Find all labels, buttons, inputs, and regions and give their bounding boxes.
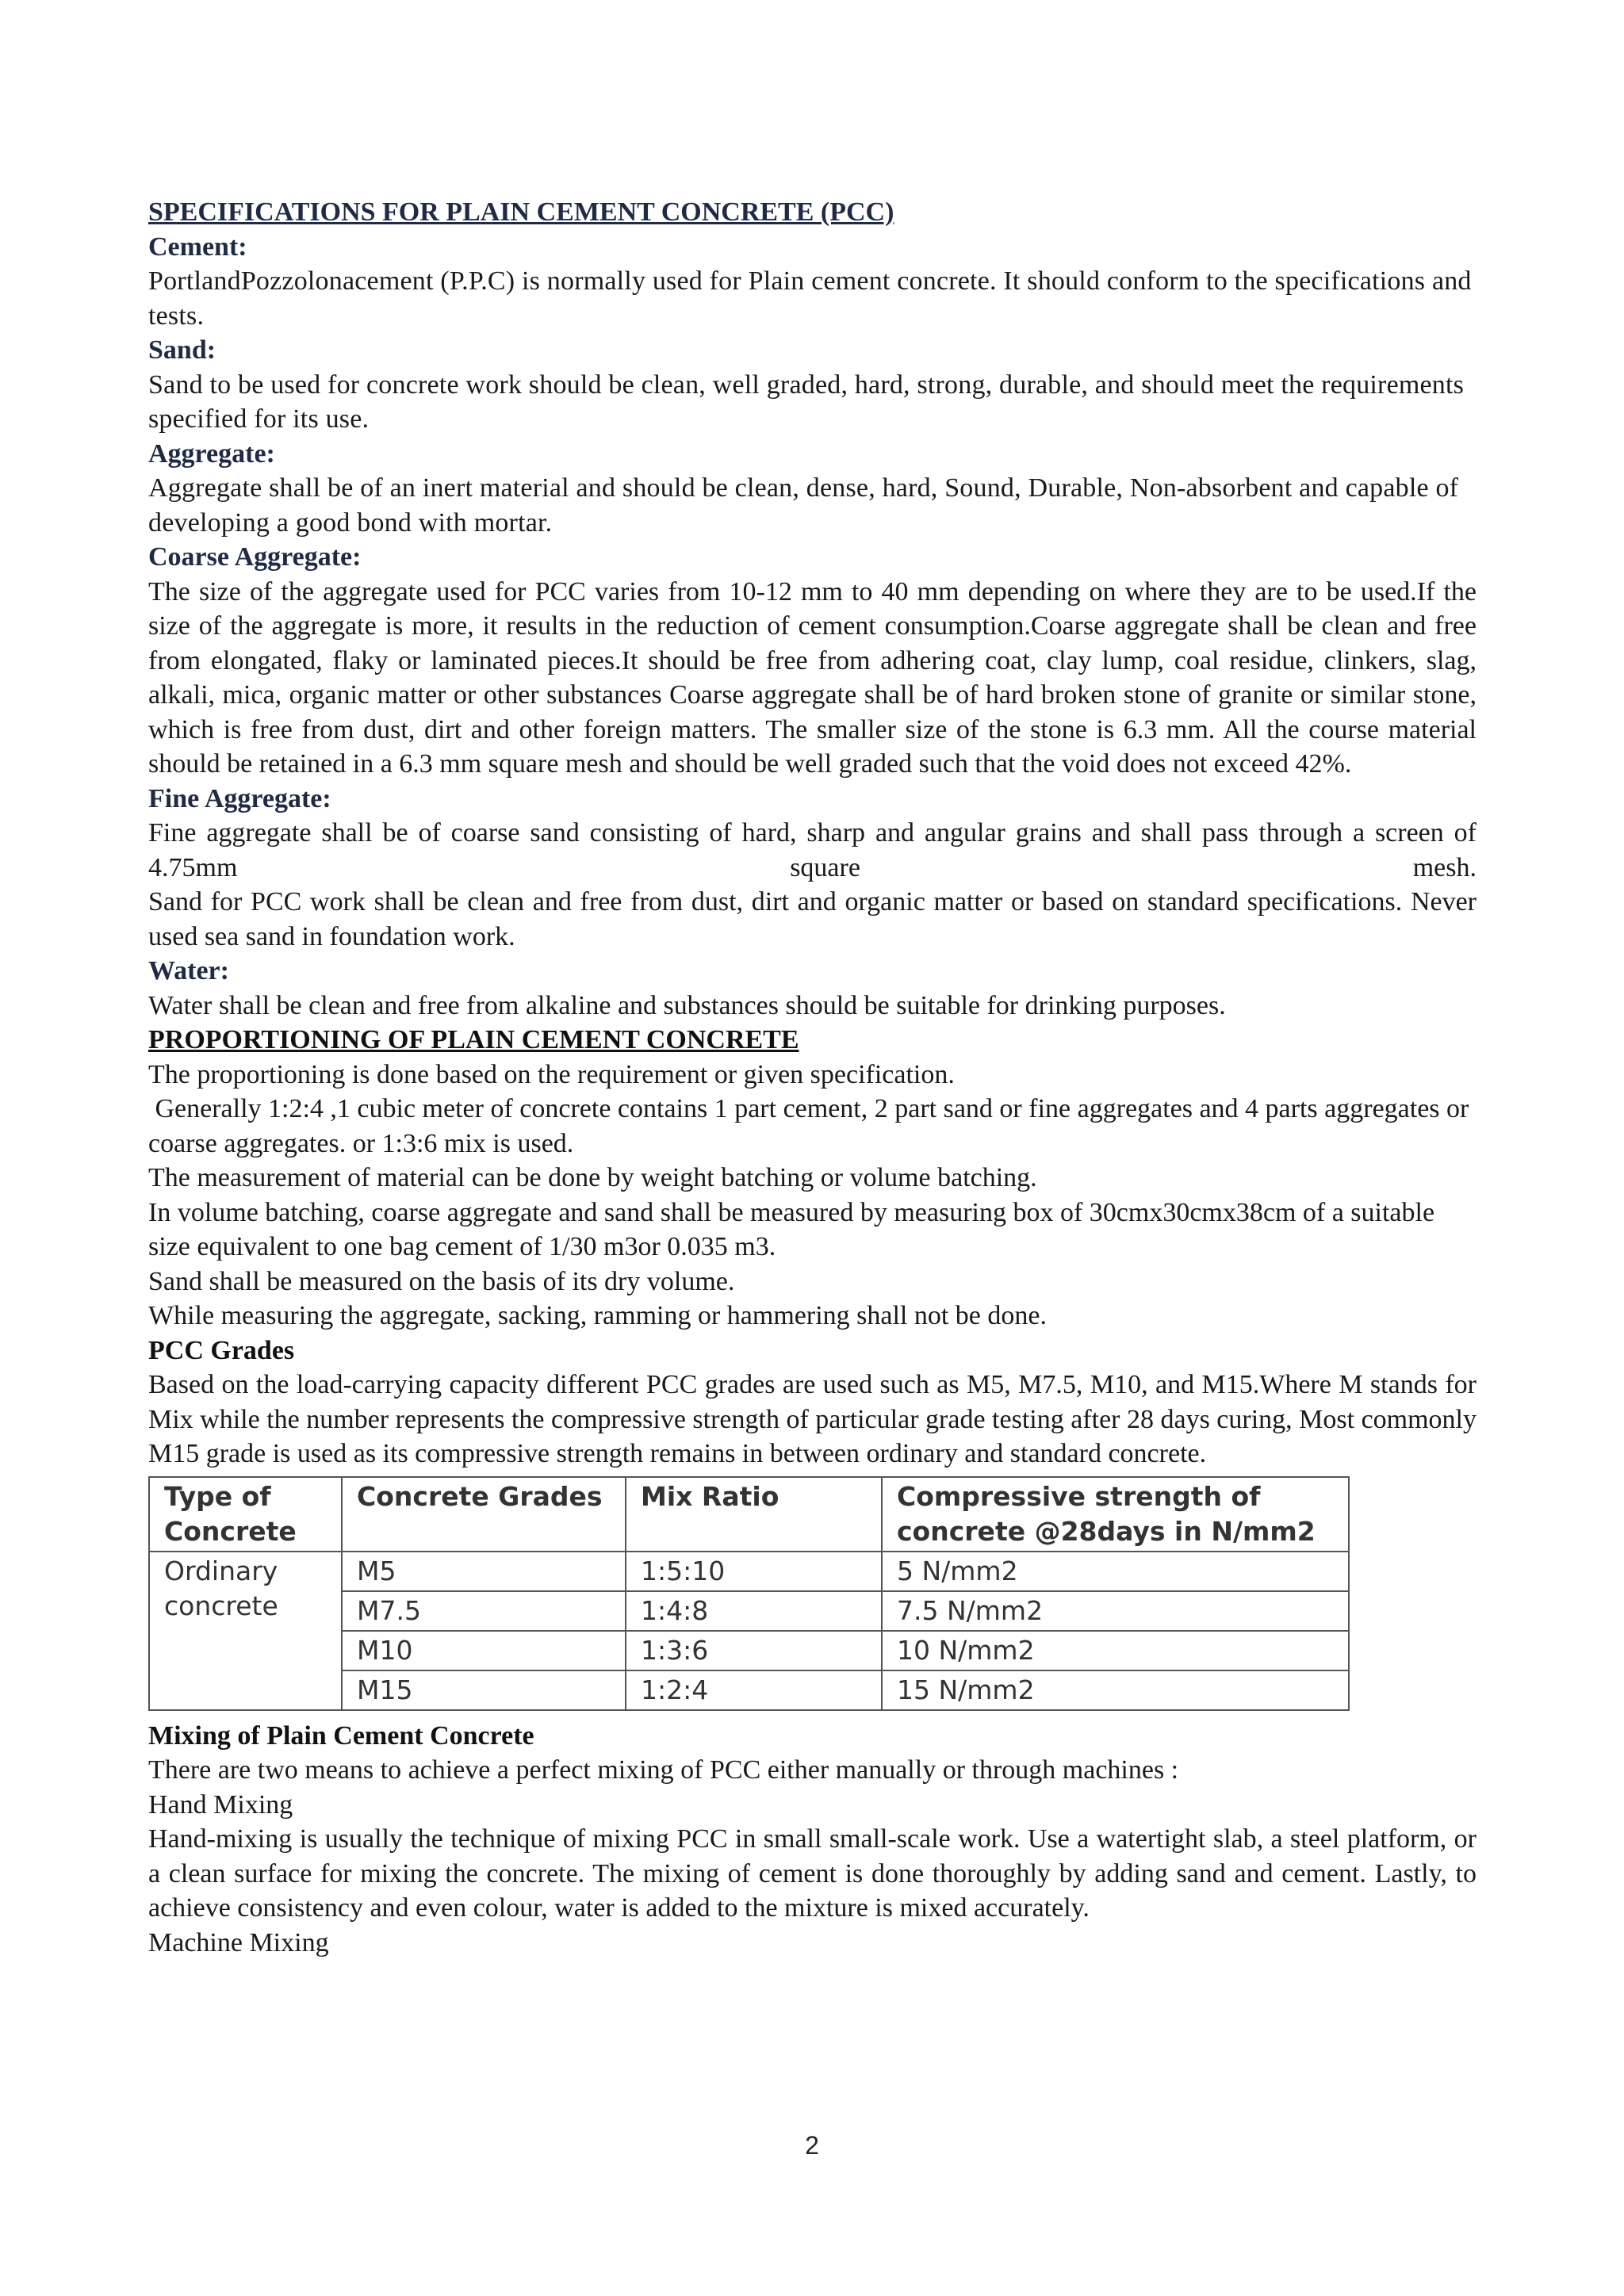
header-grade: Concrete Grades [342, 1477, 626, 1552]
water-heading: Water: [148, 956, 229, 985]
document-page [148, 195, 1477, 1960]
proportioning-line-5: Sand shall be measured on the basis of its dry volume. [148, 1266, 735, 1296]
cement-heading: Cement: [148, 232, 247, 262]
proportioning-line-6: While measuring the aggregate, sacking, ramming or hammering shall not be done. [148, 1301, 1047, 1330]
strength-cell: 5 N/mm2 [882, 1552, 1349, 1591]
hand-mixing-text: Hand-mixing is usually the technique of mixing PCC in small small-scale work. Use a watertight slab, a steel platform, or a clean surface for mixing the concrete. The mixing of cement is done thoroughly by adding sand and cement. Lastly, to achieve consistency and even colour, water is added to the mixture is mixed accurately. [148, 1824, 1477, 1923]
ratio-cell: 1:3:6 [626, 1631, 882, 1670]
grades-table [148, 1476, 1350, 1711]
header-type: Type of Concrete [149, 1477, 342, 1552]
proportioning-line-3: The measurement of material can be done by weight batching or volume batching. [148, 1163, 1037, 1192]
mixing-intro: There are two means to achieve a perfect mixing of PCC either manually or through machines : [148, 1755, 1179, 1785]
sand-heading: Sand: [148, 335, 216, 365]
hand-mixing-label: Hand Mixing [148, 1789, 293, 1820]
type-cell: Ordinary concrete [149, 1552, 342, 1710]
coarse-aggregate-heading: Coarse Aggregate: [148, 542, 362, 572]
strength-cell: 7.5 N/mm2 [882, 1591, 1349, 1631]
fine-aggregate-text-1: Fine aggregate shall be of coarse sand consisting of hard, sharp and angular grains and shall pass through a screen of 4.75mm square mesh. [148, 818, 1477, 882]
grades-heading: PCC Grades [148, 1335, 295, 1365]
table-header-row [149, 1477, 1349, 1552]
mixing-heading: Mixing of Plain Cement Concrete [148, 1720, 534, 1751]
fine-aggregate-heading: Fine Aggregate: [148, 783, 331, 813]
header-strength: Compressive strength of concrete @28days in N/mm2 [882, 1477, 1349, 1552]
fine-aggregate-text-2: Sand for PCC work shall be clean and free from dust, dirt and organic matter or based on standard specifications. Never used sea sand in foundation work. [148, 887, 1477, 951]
table-row [149, 1552, 1349, 1591]
page-number: 2 [805, 2131, 819, 2160]
sand-text: Sand to be used for concrete work should be clean, well graded, hard, strong, durable, and should meet the requirements specified for its use. [148, 369, 1465, 434]
proportioning-line-2: Generally 1:2:4 ,1 cubic meter of concrete contains 1 part cement, 2 part sand or fine aggregates and 4 parts aggregates or coarse aggregates. or 1:3:6 mix is used. [148, 1094, 1476, 1158]
grade-cell: M10 [342, 1631, 626, 1670]
grade-cell: M7.5 [342, 1591, 626, 1631]
ratio-cell: 1:4:8 [626, 1591, 882, 1631]
ratio-cell: 1:5:10 [626, 1552, 882, 1591]
grade-cell: M15 [342, 1670, 626, 1710]
coarse-aggregate-text: The size of the aggregate used for PCC varies from 10-12 mm to 40 mm depending on where they are to be used.If the size of the aggregate is more, it results in the reduction of cement consumption.Coarse aggregate shall be clean and free from elongated, flaky or laminated pieces.It should be free from adhering coat, clay lump, coal residue, clinkers, slag, alkali, mica, organic matter or other substances Coarse aggregate shall be of hard broken stone of granite or similar stone, which is free from dust, dirt and other foreign matters. The smaller size of the stone is 6.3 mm. All the course material should be retained in a 6.3 mm square mesh and should be well graded such that the void does not exceed 42%. [148, 576, 1477, 779]
strength-cell: 10 N/mm2 [882, 1631, 1349, 1670]
proportioning-heading: PROPORTIONING OF PLAIN CEMENT CONCRETE [148, 1025, 799, 1054]
aggregate-heading: Aggregate: [148, 438, 275, 469]
grades-table-container [148, 1476, 1350, 1711]
ratio-cell: 1:2:4 [626, 1670, 882, 1710]
proportioning-line-4: In volume batching, coarse aggregate and sand shall be measured by measuring box of 30cmx30cmx38cm of a suitable size equivalent to one bag cement of 1/30 m3or 0.035 m3. [148, 1197, 1435, 1261]
document-title: SPECIFICATIONS FOR PLAIN CEMENT CONCRETE (PCC) [148, 197, 894, 227]
proportioning-line-1: The proportioning is done based on the requirement or given specification. [148, 1059, 955, 1089]
strength-cell: 15 N/mm2 [882, 1670, 1349, 1710]
aggregate-text: Aggregate shall be of an inert material and should be clean, dense, hard, Sound, Durable, Non-absorbent and capable of developing a good bond with mortar. [148, 473, 1459, 538]
grades-text: Based on the load-carrying capacity different PCC grades are used such as M5, M7.5, M10, and M15.Where M stands for Mix while the number represents the compressive strength of particular grade testing after 28 days curing, Most commonly M15 grade is used as its compressive strength remains in between ordinary and standard concrete. [148, 1370, 1477, 1468]
machine-mixing-label: Machine Mixing [148, 1927, 329, 1957]
cement-text: PortlandPozzolonacement (P.P.C) is normally used for Plain cement concrete. It should conform to the specifications and tests. [148, 266, 1472, 331]
header-ratio: Mix Ratio [626, 1477, 882, 1552]
grade-cell: M5 [342, 1552, 626, 1591]
water-text: Water shall be clean and free from alkaline and substances should be suitable for drinking purposes. [148, 990, 1226, 1020]
